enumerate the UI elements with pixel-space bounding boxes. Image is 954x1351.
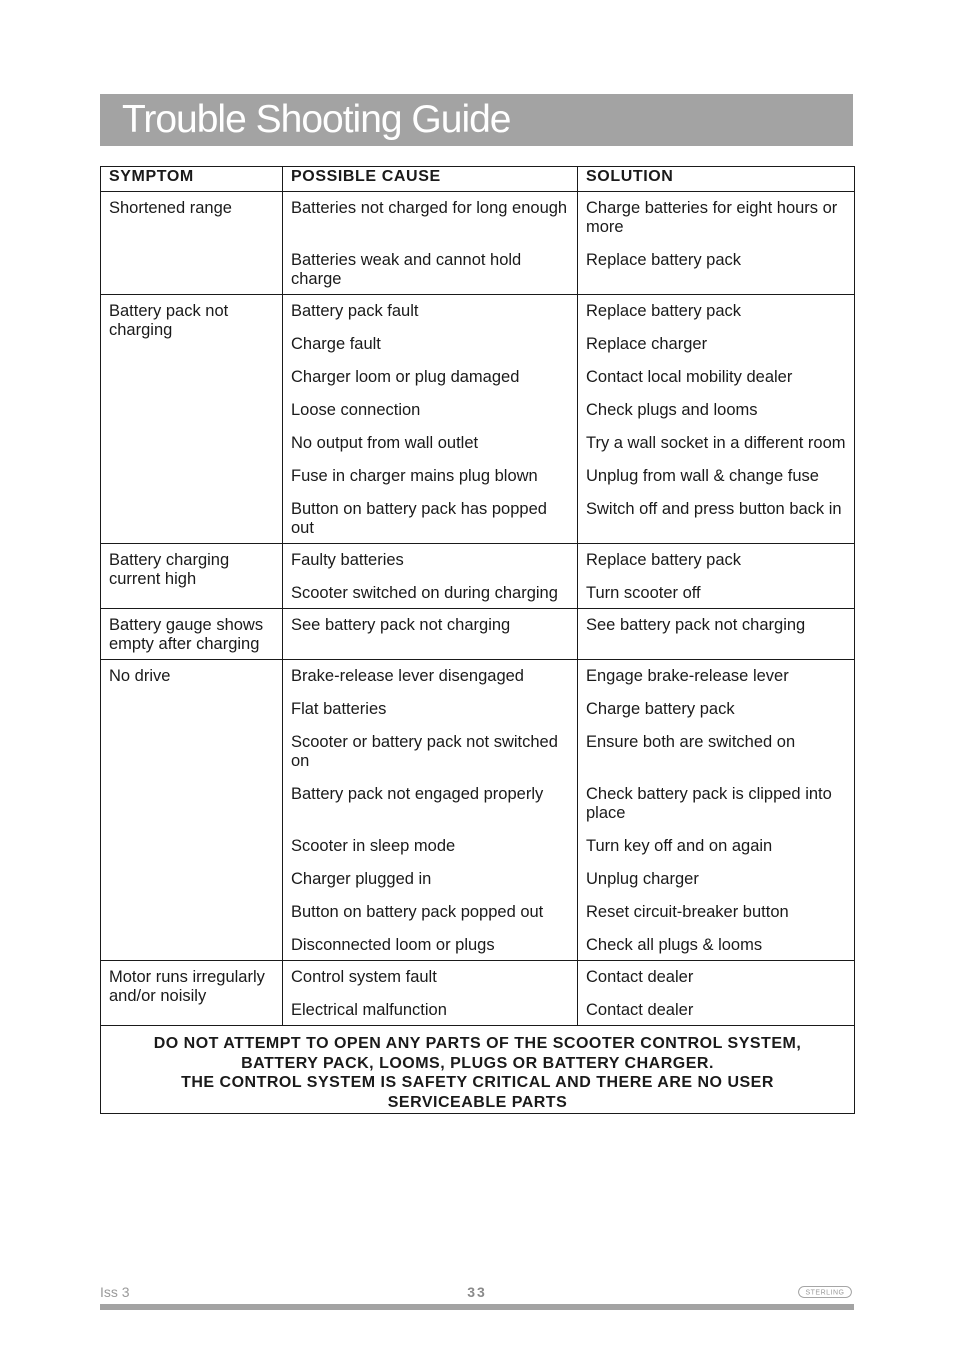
cause-item: Scooter or battery pack not switched on bbox=[291, 733, 558, 770]
cause-item: See battery pack not charging bbox=[291, 616, 511, 634]
warning-cell bbox=[101, 1026, 855, 1114]
symptom-cell: Battery pack not charging bbox=[101, 295, 283, 544]
table-row bbox=[101, 609, 855, 660]
solution-item: Charge batteries for eight hours or more bbox=[586, 199, 838, 236]
table-row bbox=[101, 660, 855, 961]
column-header-symptom: SYMPTOM bbox=[101, 167, 283, 192]
solution-item: Contact dealer bbox=[586, 1001, 694, 1019]
symptom-cell: Battery gauge shows empty after charging bbox=[101, 609, 283, 660]
solution-item: Charge battery pack bbox=[586, 700, 735, 718]
column-header-solution: SOLUTION bbox=[578, 167, 855, 192]
cause-item: Scooter in sleep mode bbox=[291, 837, 456, 855]
warning-line: DO NOT ATTEMPT TO OPEN ANY PARTS OF THE SCOOTER CONTROL SYSTEM, bbox=[153, 1035, 802, 1052]
cause-item: Faulty batteries bbox=[291, 551, 404, 569]
cause-item: Button on battery pack has popped out bbox=[291, 500, 547, 537]
warning-line: SERVICEABLE PARTS bbox=[387, 1093, 568, 1111]
solution-item: Replace charger bbox=[586, 335, 708, 353]
cause-item: Brake-release lever disengaged bbox=[291, 667, 524, 685]
svg-text:STERLING: STERLING bbox=[805, 1289, 845, 1297]
solution-item: Reset circuit-breaker button bbox=[586, 903, 789, 921]
solution-item: Switch off and press button back in bbox=[586, 500, 842, 518]
cause-item: Button on battery pack popped out bbox=[291, 903, 544, 921]
solution-item: Try a wall socket in a different room bbox=[586, 434, 846, 452]
cause-cell bbox=[283, 609, 578, 660]
solution-item: Unplug charger bbox=[586, 870, 699, 888]
cause-cell bbox=[283, 544, 578, 609]
solution-cell bbox=[578, 295, 855, 544]
troubleshooting-table bbox=[100, 166, 855, 1114]
cause-cell bbox=[283, 295, 578, 544]
footer-rule bbox=[100, 1304, 854, 1310]
table-row bbox=[101, 192, 855, 295]
cause-item: Batteries weak and cannot hold charge bbox=[291, 251, 522, 288]
solution-cell bbox=[578, 192, 855, 295]
column-header-cause: POSSIBLE CAUSE bbox=[283, 167, 578, 192]
solution-cell bbox=[578, 961, 855, 1026]
cause-item: Scooter switched on during charging bbox=[291, 584, 558, 602]
warning-line: THE CONTROL SYSTEM IS SAFETY CRITICAL AND THERE ARE NO USER bbox=[181, 1074, 774, 1091]
solution-item: Ensure both are switched on bbox=[586, 733, 796, 751]
cause-item: Control system fault bbox=[291, 968, 437, 986]
solution-item: Check plugs and looms bbox=[586, 401, 758, 419]
solution-item: Replace battery pack bbox=[586, 302, 742, 320]
solution-item: Turn scooter off bbox=[586, 584, 701, 602]
page-title: Trouble Shooting Guide bbox=[122, 98, 511, 141]
cause-cell bbox=[283, 961, 578, 1026]
sterling-logo bbox=[798, 1286, 852, 1298]
cause-item: Disconnected loom or plugs bbox=[291, 936, 495, 954]
solution-cell bbox=[578, 544, 855, 609]
solution-item: Check battery pack is clipped into place bbox=[586, 785, 832, 822]
solution-item: Turn key off and on again bbox=[586, 837, 773, 855]
cause-item: Charger plugged in bbox=[291, 870, 432, 888]
solution-item: Replace battery pack bbox=[586, 251, 742, 269]
title-bar bbox=[100, 94, 853, 146]
cause-item: Loose connection bbox=[291, 401, 421, 419]
cause-item: Charger loom or plug damaged bbox=[291, 368, 520, 386]
solution-item: Check all plugs & looms bbox=[586, 936, 763, 954]
table-row bbox=[101, 961, 855, 1026]
solution-cell bbox=[578, 660, 855, 961]
symptom-cell: Shortened range bbox=[101, 192, 283, 295]
table-header-row bbox=[101, 167, 855, 192]
table-row bbox=[101, 544, 855, 609]
solution-item: Contact dealer bbox=[586, 968, 694, 986]
symptom-cell: Battery charging current high bbox=[101, 544, 283, 609]
cause-item: Charge fault bbox=[291, 335, 381, 353]
solution-item: Engage brake-release lever bbox=[586, 667, 789, 685]
cause-item: Electrical malfunction bbox=[291, 1001, 447, 1019]
symptom-cell: Motor runs irregularly and/or noisily bbox=[101, 961, 283, 1026]
cause-item: Battery pack not engaged properly bbox=[291, 785, 544, 803]
table-row bbox=[101, 295, 855, 544]
cause-item: Flat batteries bbox=[291, 700, 387, 718]
cause-item: No output from wall outlet bbox=[291, 434, 479, 452]
solution-cell bbox=[578, 609, 855, 660]
solution-item: Contact local mobility dealer bbox=[586, 368, 793, 386]
solution-item: Replace battery pack bbox=[586, 551, 742, 569]
cause-item: Battery pack fault bbox=[291, 302, 419, 320]
cause-item: Batteries not charged for long enough bbox=[291, 199, 568, 217]
cause-item: Fuse in charger mains plug blown bbox=[291, 467, 538, 485]
symptom-cell: No drive bbox=[101, 660, 283, 961]
cause-cell bbox=[283, 192, 578, 295]
issue-label: Iss 3 bbox=[100, 1284, 130, 1300]
page-number: 33 bbox=[467, 1284, 487, 1300]
cause-cell bbox=[283, 660, 578, 961]
warning-line: BATTERY PACK, LOOMS, PLUGS OR BATTERY CHARGER. bbox=[241, 1054, 714, 1072]
warning-row bbox=[101, 1026, 855, 1114]
solution-item: See battery pack not charging bbox=[586, 616, 806, 634]
solution-item: Unplug from wall & change fuse bbox=[586, 467, 819, 485]
